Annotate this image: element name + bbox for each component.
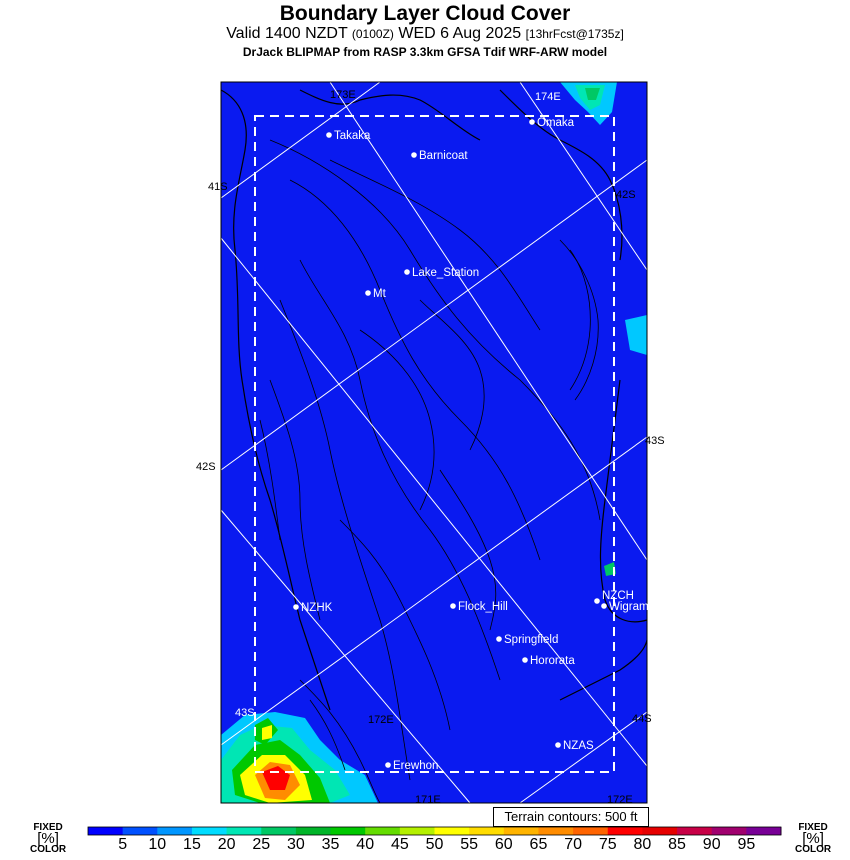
colorbar-tick-label: 40 [356, 836, 375, 853]
grid-label-44s: 44S [632, 713, 652, 725]
place-label-erewhon: Erewhon [393, 760, 439, 772]
colorbar-swatch [261, 827, 296, 835]
valid-date: WED 6 Aug 2025 [398, 25, 522, 42]
grid-label-43s: 43S [645, 435, 665, 447]
colorbar-swatch [642, 827, 677, 835]
grid-label-172e: 172E [368, 714, 394, 726]
place-dot-nzhk [293, 604, 299, 610]
place-label-omaka: Omaka [537, 117, 575, 129]
colorbar-tick-label: 5 [118, 836, 128, 853]
color-label-right: COLOR [795, 844, 832, 855]
grid-label-42s: 42S [196, 461, 216, 473]
place-dot-omaka [529, 119, 535, 125]
place-label-nzas: NZAS [563, 740, 594, 752]
colorbar-swatch [227, 827, 262, 835]
colorbar-swatch [469, 827, 504, 835]
colorbar-tick-label: 75 [598, 836, 617, 853]
colorbar-legend-right [795, 822, 831, 855]
colorbar-tick-label: 90 [702, 836, 721, 853]
colorbar [88, 827, 782, 835]
colorbar-legend-left [30, 822, 66, 855]
colorbar-swatch [400, 827, 435, 835]
color-label-left: COLOR [30, 844, 67, 855]
colorbar-tick-label: 25 [252, 836, 271, 853]
colorbar-swatch [88, 827, 123, 835]
place-label-barnicoat: Barnicoat [419, 150, 468, 162]
place-label-takaka: Takaka [334, 130, 371, 142]
place-dot-takaka [326, 132, 332, 138]
place-dot-nzch [594, 598, 600, 604]
colorbar-swatch [192, 827, 227, 835]
place-dot-lake_station [404, 269, 410, 275]
colorbar-tick-label: 10 [148, 836, 167, 853]
place-dot-flock_hill [450, 603, 456, 609]
place-label-flock_hill: Flock_Hill [458, 601, 508, 613]
grid-label-173e: 173E [330, 89, 356, 101]
valid-time [0, 25, 850, 43]
grid-label-41s: 41S [208, 181, 228, 193]
place-dot-wigram [601, 603, 607, 609]
place-dot-erewhon [385, 762, 391, 768]
grid-label-43s: 43S [235, 707, 255, 719]
colorbar-tick-label: 30 [286, 836, 305, 853]
valid-prefix: Valid 1400 NZDT [226, 25, 348, 42]
place-dot-hororata [522, 657, 528, 663]
grid-label-42s: 42S [616, 189, 636, 201]
fixed-label-left: FIXED [33, 822, 63, 833]
place-dot-nzas [555, 742, 561, 748]
place-label-lake_station: Lake_Station [412, 267, 480, 279]
colorbar-tick-label: 55 [460, 836, 479, 853]
colorbar-tick-label: 20 [217, 836, 236, 853]
place-dot-barnicoat [411, 152, 417, 158]
grid-label-172e: 172E [607, 794, 633, 806]
unit-label-left: [%] [37, 830, 59, 847]
colorbar-tick-label: 95 [737, 836, 756, 853]
grid-label-171e: 171E [415, 794, 441, 806]
place-label-springfield: Springfield [504, 634, 559, 646]
place-label-nzch: NZCH [602, 590, 634, 602]
colorbar-swatch [538, 827, 573, 835]
place-dot-mt [365, 290, 371, 296]
colorbar-swatch [677, 827, 712, 835]
colorbar-swatch [157, 827, 192, 835]
colorbar-swatch [331, 827, 366, 835]
colorbar-swatch [504, 827, 539, 835]
place-label-nzhk: NZHK [301, 602, 333, 614]
colorbar-tick-label: 80 [633, 836, 652, 853]
colorbar-tick-label: 65 [529, 836, 548, 853]
grid-label-174e: 174E [535, 91, 561, 103]
place-label-hororata: Hororata [530, 655, 575, 667]
colorbar-tick-label: 35 [321, 836, 340, 853]
colorbar-tick-label: 85 [668, 836, 686, 853]
colorbar-tick-label: 45 [390, 836, 409, 853]
colorbar-swatch [123, 827, 158, 835]
colorbar-tick-label: 70 [564, 836, 582, 853]
colorbar-swatch [365, 827, 400, 835]
model-description: DrJack BLIPMAP from RASP 3.3km GFSA Tdif WRF-ARW model [242, 45, 608, 59]
fixed-label-right: FIXED [798, 822, 828, 833]
colorbar-swatch [296, 827, 331, 835]
valid-utc: (0100Z) [351, 27, 394, 41]
terrain-contours-label: Terrain contours: 500 ft [493, 807, 649, 827]
colorbar-swatch [573, 827, 608, 835]
colorbar-swatch [435, 827, 470, 835]
chart-title: Boundary Layer Cloud Cover [279, 2, 571, 25]
place-dot-springfield [496, 636, 502, 642]
colorbar-tick-label: 50 [425, 836, 444, 853]
forecast-info: [13hrFcst@1735z] [525, 27, 624, 41]
unit-label-right: [%] [802, 830, 824, 847]
place-label-mt: Mt [373, 288, 386, 300]
colorbar-swatch [608, 827, 643, 835]
colorbar-tick-label: 15 [183, 836, 201, 853]
colorbar-tick-label: 60 [494, 836, 513, 853]
colorbar-swatch [746, 827, 781, 835]
colorbar-swatch [712, 827, 747, 835]
place-label-wigram: Wigram [609, 601, 649, 613]
